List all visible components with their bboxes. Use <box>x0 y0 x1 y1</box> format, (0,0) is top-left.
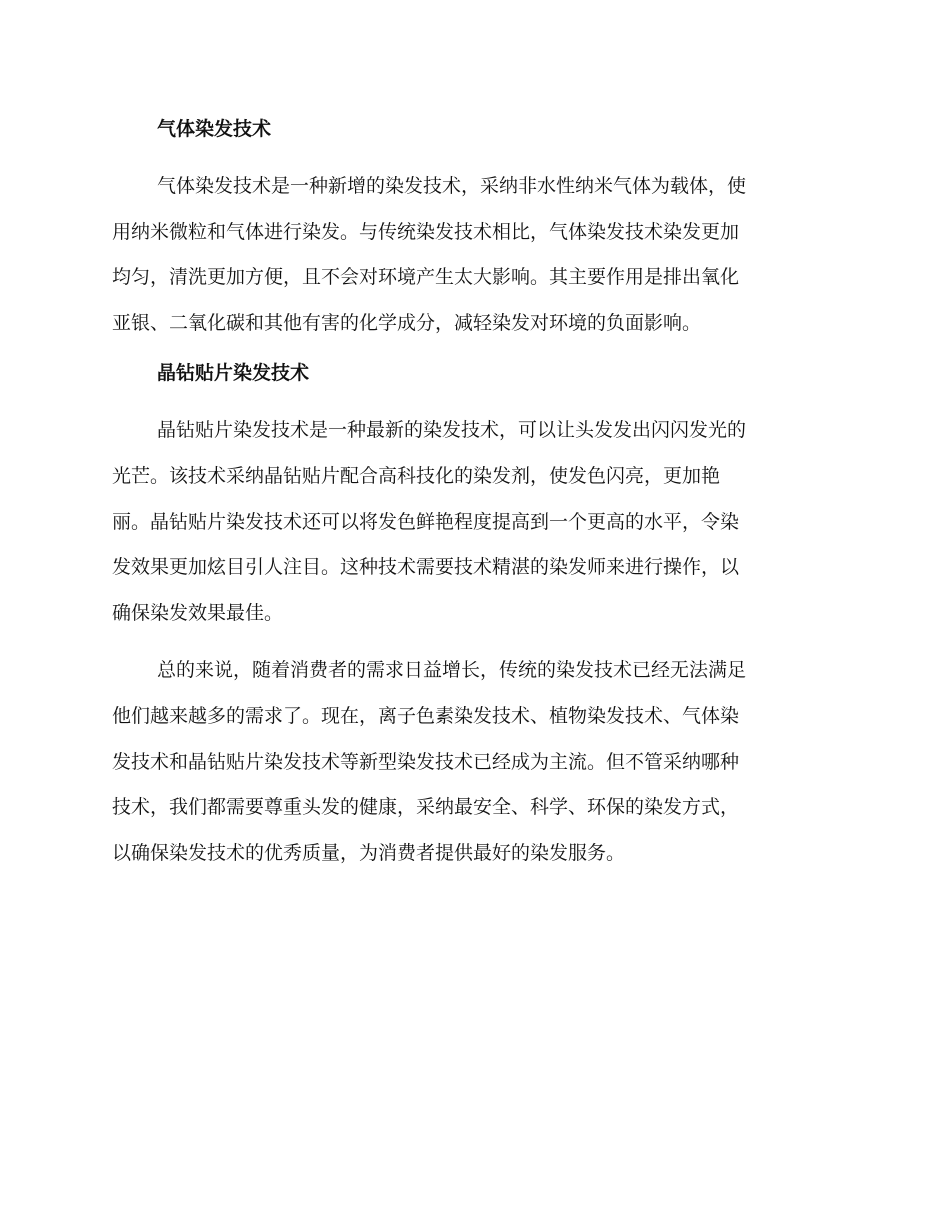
paragraph-line: 发技术和晶钻贴片染发技术等新型染发技术已经成为主流。但不管采纳哪种 <box>112 750 740 773</box>
paragraph-line: 亚银、二氧化碳和其他有害的化学成分，减轻染发对环境的负面影响。 <box>112 311 702 334</box>
section-paragraph-crystal-patch <box>112 408 832 636</box>
paragraph-line: 总的来说，随着消费者的需求日益增长，传统的染发技术已经无法满足 <box>157 659 747 682</box>
paragraph-line: 晶钻贴片染发技术是一种最新的染发技术，可以让头发发出闪闪发光的 <box>157 419 747 442</box>
section-heading-gas-dyeing: 气体染发技术 <box>157 118 272 140</box>
paragraph-line: 技术，我们都需要尊重头发的健康，采纳最安全、科学、环保的染发方式， <box>112 796 740 819</box>
section-heading-crystal-patch: 晶钻贴片染发技术 <box>157 362 310 385</box>
paragraph-line: 丽。晶钻贴片染发技术还可以将发色鲜艳程度提高到一个更高的水平，令染 <box>112 510 740 533</box>
paragraph-line: 光芒。该技术采纳晶钻贴片配合高科技化的染发剂，使发色闪亮，更加艳 <box>112 464 721 487</box>
paragraph-line: 以确保染发技术的优秀质量，为消费者提供最好的染发服务。 <box>112 841 626 864</box>
paragraph-line: 他们越来越多的需求了。现在，离子色素染发技术、植物染发技术、气体染 <box>112 704 740 727</box>
paragraph-line: 发效果更加炫目引人注目。这种技术需要技术精湛的染发师来进行操作，以 <box>112 556 740 579</box>
paragraph-line: 用纳米微粒和气体进行染发。与传统染发技术相比，气体染发技术染发更加 <box>112 220 740 243</box>
paragraph-line: 确保染发效果最佳。 <box>112 601 284 624</box>
conclusion-paragraph <box>112 648 832 876</box>
paragraph-line: 气体染发技术是一种新增的染发技术，采纳非水性纳米气体为载体，使 <box>157 175 747 197</box>
section-paragraph-gas-dyeing <box>112 164 832 346</box>
document-body <box>112 108 832 882</box>
paragraph-line: 均匀，清洗更加方便，且不会对环境产生太大影响。其主要作用是排出氧化 <box>112 266 740 289</box>
